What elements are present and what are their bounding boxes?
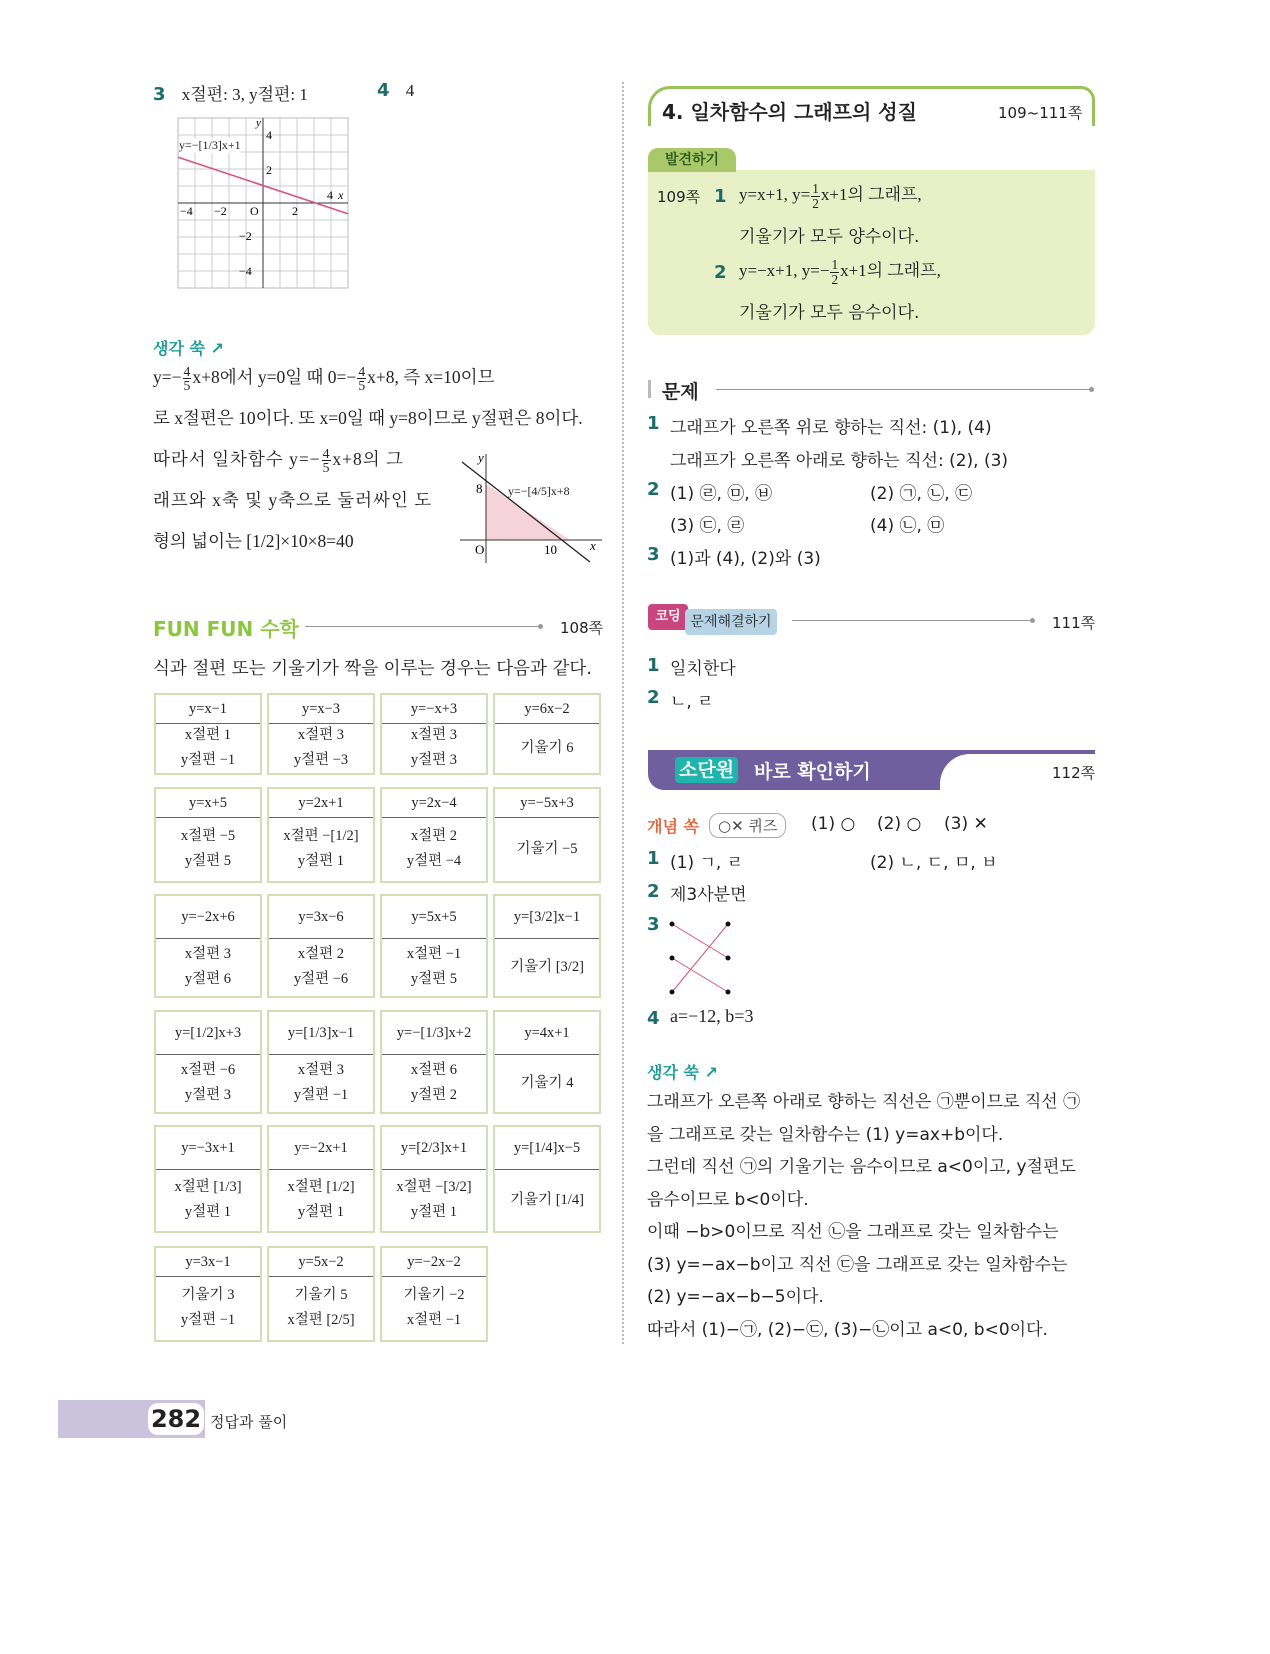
- fraction: $\frac{1}{2}$: [812, 181, 819, 211]
- discover-line: y=x+1, y= $\frac{1}{2}$ x+1의 그래프,: [739, 181, 922, 211]
- cell-value: x절편 2: [410, 828, 458, 844]
- cell-value: 기울기 −5: [516, 840, 578, 857]
- cell-equation: y=5x−2: [269, 1248, 373, 1277]
- table-cell: [267, 787, 375, 883]
- cell-value: 기울기 4: [520, 1074, 574, 1091]
- cell-equation: y=3x−1: [156, 1248, 260, 1277]
- cell-equation: y=[1/2]x+3: [156, 1012, 260, 1055]
- table-cell: [380, 1010, 488, 1114]
- discover-line: 기울기가 모두 음수이다.: [739, 303, 920, 323]
- tip-line: 따라서 (1)−㉠, (2)−㉢, (3)−㉡이고 a<0, b<0이다.: [647, 1319, 1048, 1340]
- fraction: $\frac{4}{5}$: [322, 445, 331, 476]
- cell-value: x절편 −[1/2]: [283, 828, 359, 844]
- tip-heading: [647, 1060, 718, 1083]
- cell-body: [156, 1055, 260, 1111]
- cell-value: y절편 3: [184, 1087, 232, 1103]
- cell-body: [495, 818, 599, 880]
- cell-equation: y=−5x+3: [495, 789, 599, 818]
- cell-value: y절편 −6: [293, 971, 349, 987]
- review-page: 112쪽: [1052, 764, 1096, 782]
- table-cell: [380, 1125, 488, 1233]
- cell-value: y절편 −1: [180, 1312, 236, 1328]
- section-title: 4. 일차함수의 그래프의 성질: [662, 100, 917, 124]
- cell-body: [495, 1055, 599, 1111]
- coding-title: 문제해결하기: [685, 609, 777, 635]
- table-cell: [380, 787, 488, 883]
- cell-equation: y=[1/3]x−1: [269, 1012, 373, 1055]
- answer-3: [153, 80, 308, 105]
- cell-value: 기울기 6: [520, 739, 574, 756]
- cell-body: [156, 939, 260, 995]
- tip-label: 생각 쑥: [153, 339, 205, 358]
- table-cell: [154, 787, 262, 883]
- problem-answer: (3) ㉢, ㉣: [670, 516, 745, 536]
- cell-value: y절편 1: [410, 1204, 458, 1220]
- tick-y: −2: [239, 229, 252, 243]
- cell-body: [382, 1277, 486, 1339]
- cell-value: y절편 6: [184, 971, 232, 987]
- cell-body: [495, 1170, 599, 1230]
- review-number: 4: [647, 1008, 660, 1029]
- ox-answer: (3) ✕: [944, 814, 988, 834]
- funfun-intro: 식과 절편 또는 기울기가 짝을 이루는 경우는 다음과 같다.: [153, 659, 592, 679]
- cell-value: x절편 −5: [180, 828, 236, 844]
- y-axis-label: y: [256, 117, 261, 129]
- discover-line: 기울기가 모두 양수이다.: [739, 227, 920, 247]
- cell-value: y절편 2: [410, 1087, 458, 1103]
- cell-value: x절편 −[3/2]: [396, 1179, 472, 1195]
- cell-value: y절편 5: [410, 971, 458, 987]
- matching-diagram: [665, 918, 737, 996]
- x-axis-label: x: [338, 188, 344, 202]
- cell-equation: y=2x+1: [269, 789, 373, 818]
- section-rule: [792, 620, 1032, 621]
- y-intercept-label: 8: [476, 481, 483, 496]
- tip-line: 을 그래프로 갖는 일차함수는 (1) y=ax+b이다.: [647, 1124, 1004, 1145]
- cell-value: y절편 −1: [293, 1087, 349, 1103]
- table-cell: [493, 693, 601, 775]
- cell-equation: y=−3x+1: [156, 1127, 260, 1170]
- cell-value: y절편 1: [297, 853, 345, 869]
- cell-value: x절편 3: [297, 727, 345, 743]
- cell-value: 기울기 [1/4]: [510, 1191, 584, 1208]
- match-line: [672, 924, 728, 992]
- tip-line: 형의 넓이는 [1/2]×10×8=40: [153, 531, 354, 551]
- cell-value: y절편 1: [184, 1204, 232, 1220]
- cell-value: y절편 5: [184, 853, 232, 869]
- section-pages: 109~111쪽: [998, 104, 1083, 122]
- ox-answer: (2) ○: [877, 814, 922, 834]
- page-number: 282: [148, 1403, 204, 1435]
- section-rule: [716, 389, 1091, 390]
- x-intercept-label: 10: [544, 542, 557, 557]
- answer-text: x절편: 3, y절편: 1: [181, 85, 308, 104]
- cell-equation: y=−x+3: [382, 695, 486, 724]
- cell-equation: y=−[1/3]x+2: [382, 1012, 486, 1055]
- funfun-title: FUN FUN 수학: [153, 617, 299, 641]
- tip-line: (3) y=−ax−b이고 직선 ㉢을 그래프로 갖는 일차함수는: [647, 1254, 1068, 1275]
- cell-value: x절편 2: [297, 946, 345, 962]
- tip-line: 음수이므로 b<0이다.: [647, 1189, 809, 1210]
- concept-label: 개념 쏙: [647, 817, 699, 836]
- tip-paragraph: [647, 1086, 1080, 1346]
- table-cell: [380, 1246, 488, 1342]
- table-cell: [267, 1246, 375, 1342]
- table-cell: [267, 693, 375, 775]
- graph-equation-label: y=−[1/3]x+1: [179, 138, 241, 152]
- cell-value: x절편 1: [184, 727, 232, 743]
- cell-value: x절편 [1/3]: [174, 1179, 242, 1195]
- cell-value: 기울기 [3/2]: [510, 958, 584, 975]
- tick-origin: O: [250, 204, 259, 218]
- table-cell: [154, 1246, 262, 1342]
- review-answer: a=−12, b=3: [670, 1006, 754, 1026]
- review-answer: (2) ㄴ, ㄷ, ㅁ, ㅂ: [870, 853, 998, 873]
- x-axis-label: x: [590, 538, 596, 553]
- table-cell: [267, 1125, 375, 1233]
- tip-line: 로 x절편은 10이다. 또 x=0일 때 y=8이므로 y절편은 8이다.: [153, 408, 583, 428]
- cell-body: [382, 1170, 486, 1230]
- cell-equation: y=−2x+6: [156, 896, 260, 939]
- cell-equation: y=3x−6: [269, 896, 373, 939]
- cell-value: x절편 −1: [406, 946, 462, 962]
- tip-line: 래프와 x축 및 y축으로 둘러싸인 도: [153, 490, 433, 510]
- cell-value: y절편 −4: [406, 853, 462, 869]
- answer-number: 3: [153, 84, 166, 105]
- arrow-up-icon: ↗: [704, 1063, 718, 1082]
- cell-value: x절편 −6: [180, 1062, 236, 1078]
- triangle-graph-equation: y=−[4/5]x+8: [508, 484, 570, 498]
- tick-y: −4: [239, 264, 252, 278]
- tick-y: 4: [266, 128, 272, 142]
- table-cell: [154, 1010, 262, 1114]
- funfun-heading: [153, 613, 299, 642]
- cell-body: [382, 724, 486, 772]
- review-title: 바로 확인하기: [754, 761, 871, 783]
- discover-number: 2: [714, 262, 727, 283]
- discover-page: 109쪽: [657, 188, 701, 206]
- review-answer: (1) ㄱ, ㄹ: [670, 853, 744, 873]
- coding-tag: 코딩: [648, 604, 688, 630]
- tick-y: 2: [266, 163, 272, 177]
- problem-number: 1: [647, 413, 660, 434]
- problem-answer: 그래프가 오른쪽 위로 향하는 직선: (1), (4): [670, 418, 992, 438]
- coding-page: 111쪽: [1052, 614, 1096, 632]
- cell-value: 기울기 5: [294, 1287, 348, 1303]
- cell-equation: y=4x+1: [495, 1012, 599, 1055]
- cell-value: 기울기 −2: [403, 1287, 465, 1303]
- tip-label: 생각 쑥: [647, 1063, 699, 1082]
- problems-title: 문제: [662, 381, 699, 403]
- cell-body: [269, 1170, 373, 1230]
- discover-line: y=−x+1, y=− $\frac{1}{2}$ x+1의 그래프,: [739, 257, 941, 287]
- fraction: $\frac{4}{5}$: [183, 363, 191, 394]
- answer-text: 4: [405, 81, 415, 100]
- problem-answer: (2) ㉠, ㉡, ㉢: [870, 484, 973, 504]
- problem-number: 3: [647, 544, 660, 565]
- cell-equation: y=−2x+1: [269, 1127, 373, 1170]
- coding-answer: 일치한다: [670, 659, 736, 679]
- cell-equation: y=[3/2]x−1: [495, 896, 599, 939]
- problem-answer: 그래프가 오른쪽 아래로 향하는 직선: (2), (3): [670, 451, 1009, 471]
- cell-value: x절편 [2/5]: [287, 1312, 355, 1328]
- table-cell: [154, 693, 262, 775]
- triangle-graph: [456, 448, 606, 568]
- table-cell: [493, 787, 601, 883]
- table-cell: [493, 894, 601, 998]
- y-axis-label: y: [478, 450, 484, 465]
- section-rule: [305, 626, 540, 627]
- cell-body: [156, 1170, 260, 1230]
- cell-body: [156, 724, 260, 772]
- answer-number: 4: [377, 80, 390, 101]
- review-answer: 제3사분면: [670, 885, 747, 905]
- tip-line: 그래프가 오른쪽 아래로 향하는 직선은 ㉠뿐이므로 직선 ㉠: [647, 1092, 1081, 1112]
- heading-bar: [648, 380, 651, 398]
- problem-number: 2: [647, 479, 660, 500]
- cell-body: [269, 1277, 373, 1339]
- coding-number: 2: [647, 687, 660, 708]
- problem-answer: (1)과 (4), (2)와 (3): [670, 549, 821, 569]
- tip-line: (2) y=−ax−b−5이다.: [647, 1287, 824, 1307]
- cell-value: x절편 3: [297, 1062, 345, 1078]
- cell-value: x절편 −1: [406, 1312, 462, 1328]
- review-tag: 소단원: [675, 757, 738, 783]
- review-number: 1: [647, 848, 660, 869]
- ox-quiz-badge: ○✕ 퀴즈: [709, 813, 786, 838]
- cell-body: [156, 818, 260, 880]
- cell-body: [382, 939, 486, 995]
- match-line: [672, 924, 728, 958]
- table-cell: [154, 1125, 262, 1233]
- cell-value: x절편 3: [410, 727, 458, 743]
- cell-value: y절편 3: [410, 752, 458, 768]
- origin-label: O: [475, 542, 485, 557]
- review-number: 3: [647, 914, 660, 935]
- problem-answer: (1) ㉣, ㉤, ㉥: [670, 484, 773, 504]
- footer-label: 정답과 풀이: [210, 1413, 288, 1431]
- cell-equation: y=5x+5: [382, 896, 486, 939]
- funfun-page: 108쪽: [560, 619, 604, 637]
- cell-value: 기울기 3: [181, 1287, 235, 1303]
- coding-answer: ㄴ, ㄹ: [670, 692, 714, 712]
- tick-x: 4: [327, 188, 333, 202]
- cell-value: y절편 −1: [180, 752, 236, 768]
- cell-equation: y=6x−2: [495, 695, 599, 724]
- cell-body: [269, 939, 373, 995]
- cell-equation: y=x+5: [156, 789, 260, 818]
- answer-4: [377, 80, 414, 101]
- cell-body: [382, 818, 486, 880]
- tick-x: −2: [214, 204, 227, 218]
- ox-answer: (1) ○: [811, 814, 856, 834]
- coding-number: 1: [647, 655, 660, 676]
- cell-value: y절편 1: [297, 1204, 345, 1220]
- review-number: 2: [647, 881, 660, 902]
- tip-heading: [153, 336, 224, 359]
- cell-body: [495, 724, 599, 772]
- cell-body: [156, 1277, 260, 1339]
- cell-value: x절편 3: [184, 946, 232, 962]
- tip-line: 이때 −b>0이므로 직선 ㉡을 그래프로 갖는 일차함수는: [647, 1222, 1059, 1242]
- cell-body: [382, 1055, 486, 1111]
- cell-equation: y=2x−4: [382, 789, 486, 818]
- table-cell: [380, 894, 488, 998]
- cell-body: [269, 818, 373, 880]
- problem-answer: (4) ㉡, ㉤: [870, 516, 945, 536]
- arrow-up-icon: ↗: [210, 339, 224, 358]
- discover-number: 1: [714, 186, 727, 207]
- cell-body: [495, 939, 599, 995]
- cell-body: [269, 724, 373, 772]
- table-cell: [493, 1125, 601, 1233]
- table-cell: [154, 894, 262, 998]
- fraction: $\frac{1}{2}$: [831, 257, 839, 287]
- tip-line: 그런데 직선 ㉠의 기울기는 음수이므로 a<0이고, y절편도: [647, 1157, 1076, 1177]
- tip-line: 따라서 일차함수 y=− $\frac{4}{5}$ x+8의 그: [153, 445, 404, 476]
- match-line: [672, 958, 728, 992]
- table-cell: [493, 1010, 601, 1114]
- tick-x: −4: [180, 204, 193, 218]
- fraction: $\frac{4}{5}$: [358, 363, 366, 394]
- tip-line: y=− $\frac{4}{5}$ x+8에서 y=0일 때 0=− $\frac{4}{5}$ x+8, 즉 x=10이므: [153, 363, 495, 394]
- table-cell: [267, 894, 375, 998]
- table-cell: [380, 693, 488, 775]
- cell-equation: y=x−3: [269, 695, 373, 724]
- cell-value: x절편 [1/2]: [287, 1179, 355, 1195]
- cell-value: y절편 −3: [293, 752, 349, 768]
- tick-x: 2: [292, 204, 298, 218]
- cell-equation: y=[2/3]x+1: [382, 1127, 486, 1170]
- cell-equation: y=x−1: [156, 695, 260, 724]
- discover-tab: 발견하기: [648, 148, 736, 172]
- cell-body: [269, 1055, 373, 1111]
- table-cell: [267, 1010, 375, 1114]
- cell-equation: y=−2x−2: [382, 1248, 486, 1277]
- cell-value: x절편 6: [410, 1062, 458, 1078]
- cell-equation: y=[1/4]x−5: [495, 1127, 599, 1170]
- column-divider: [622, 82, 624, 1344]
